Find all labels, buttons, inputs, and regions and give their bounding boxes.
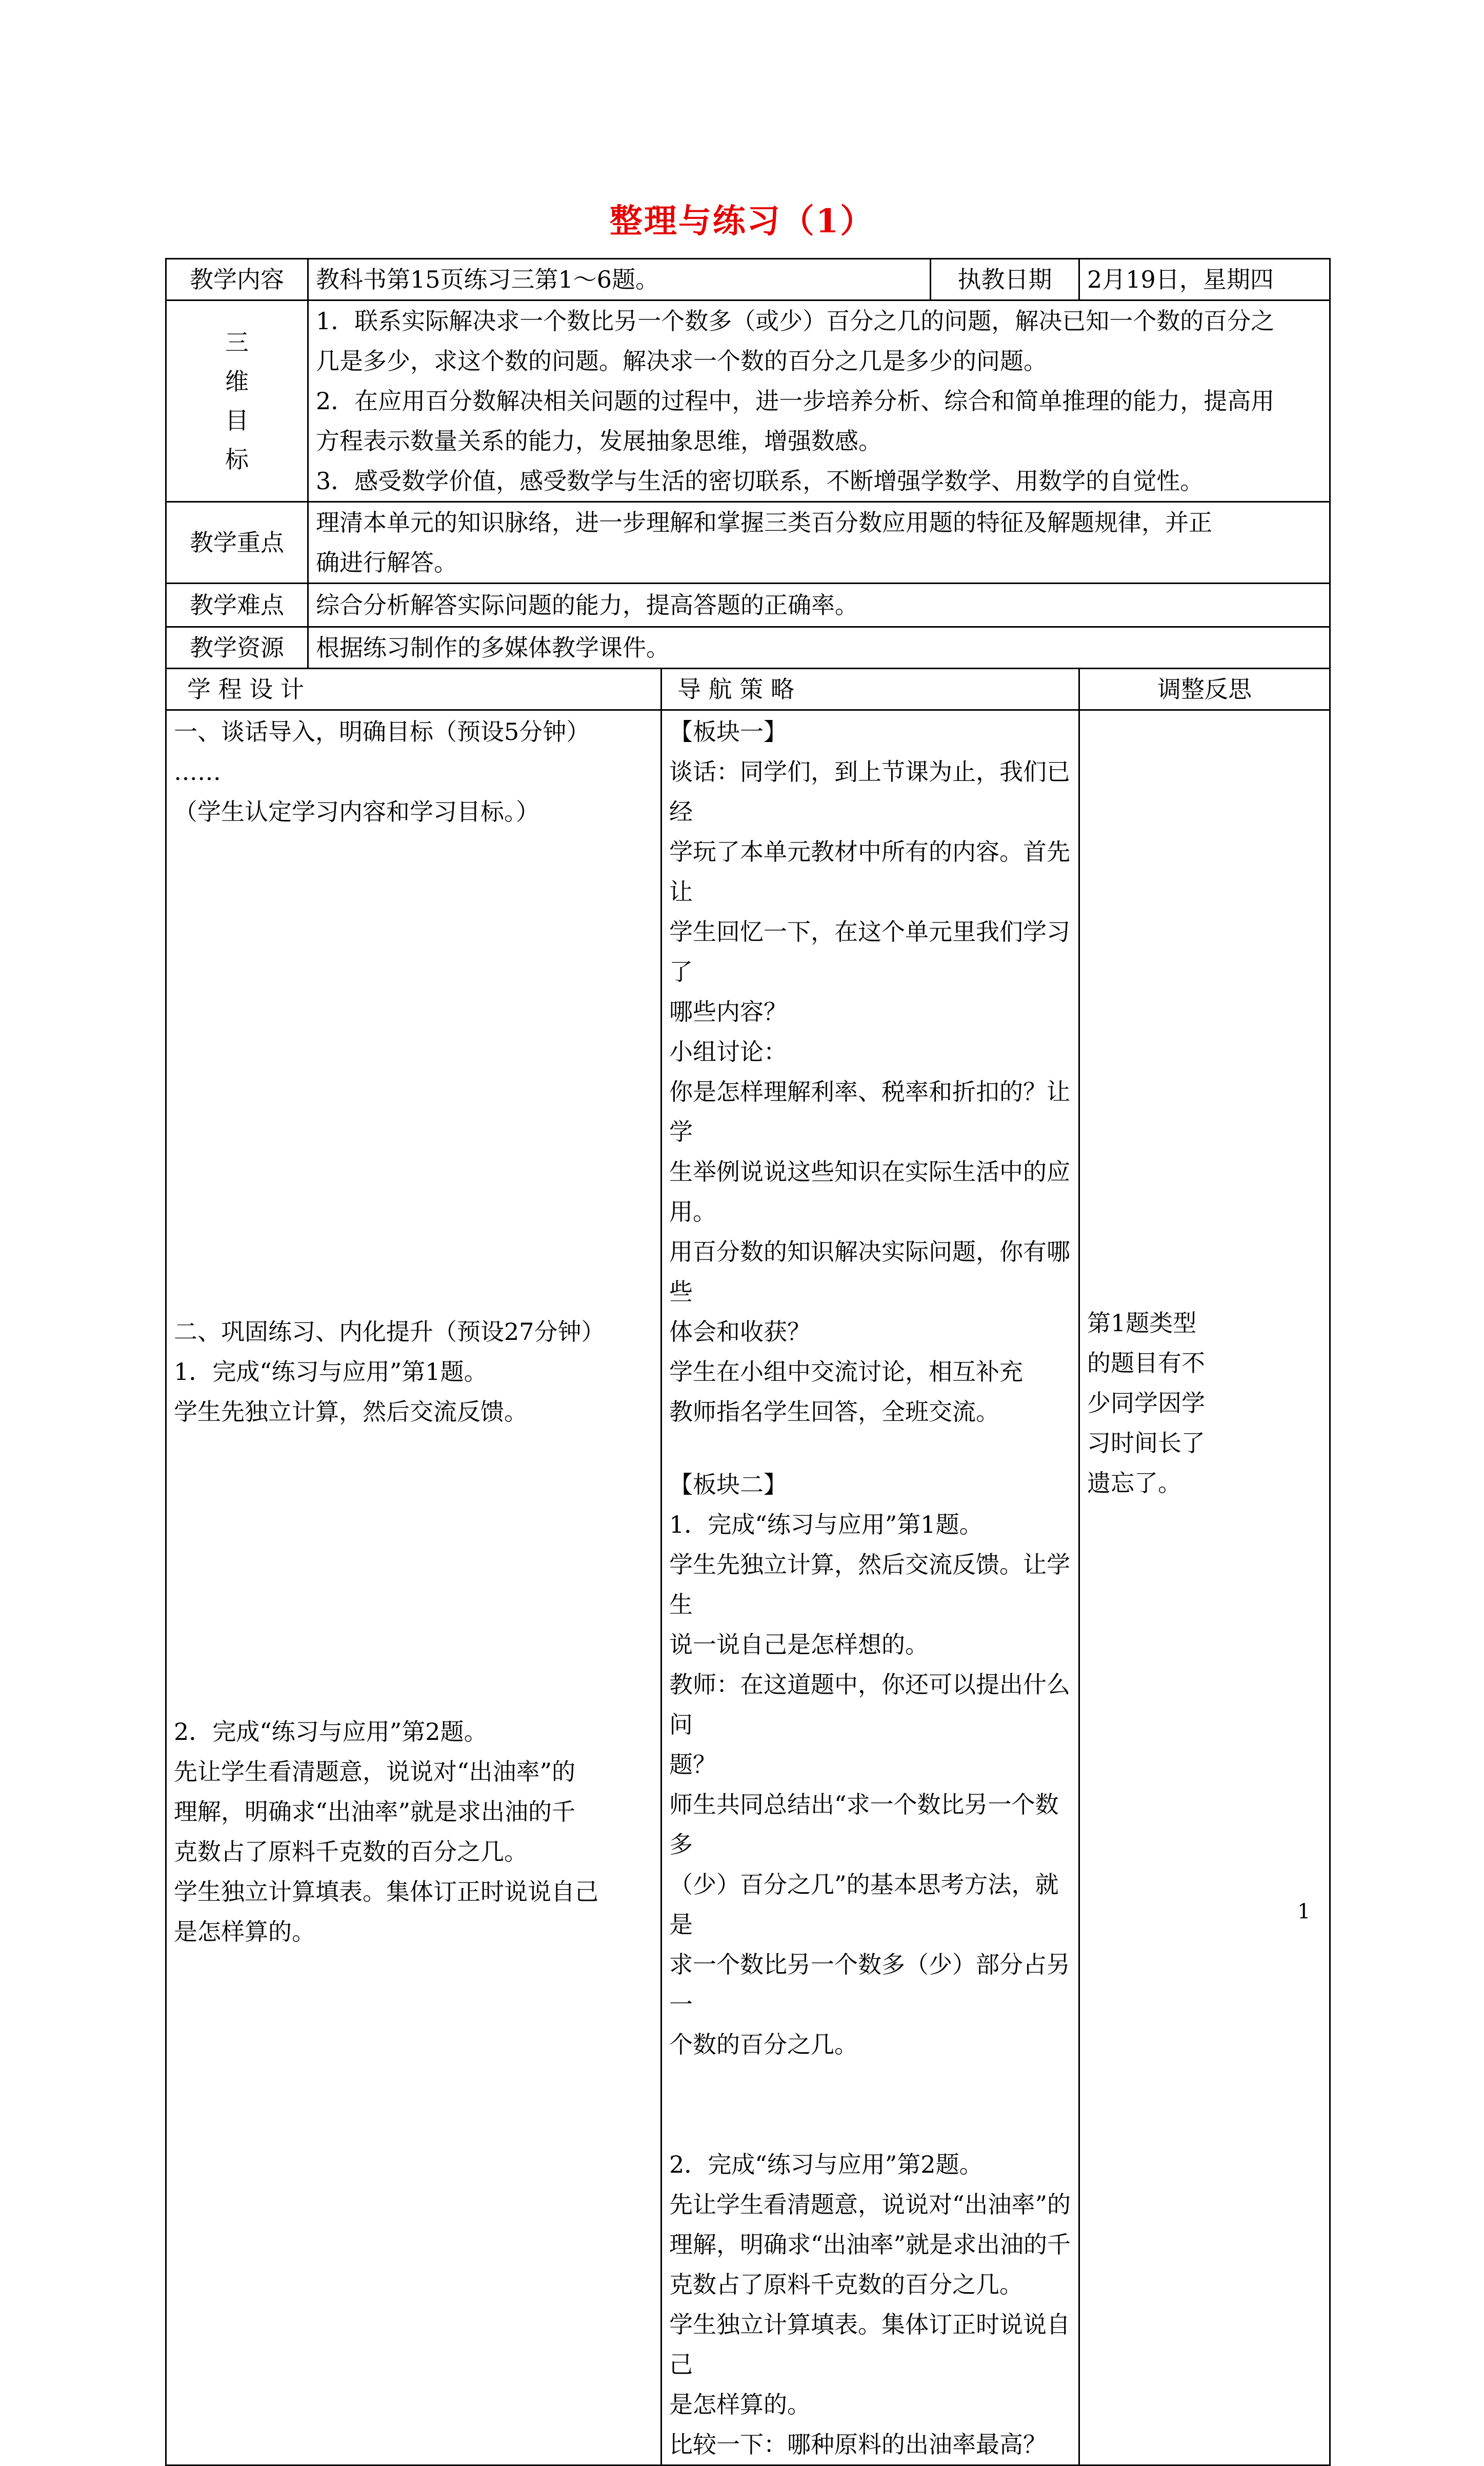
objectives-label: 三 维 目 标 (166, 300, 308, 502)
strategy-line: 学生独立计算填表。集体订正时说说自己 (669, 2311, 1070, 2378)
strategy-line: 个数的百分之几。 (669, 2031, 858, 2058)
reflection-line: 少同学因学 (1087, 1389, 1206, 1417)
strategy-cell (661, 710, 1079, 2465)
design-line: 先让学生看清题意，说说对“出油率”的 (174, 1758, 576, 1786)
design-cell (166, 710, 661, 2465)
objective-line: 几是多少，求这个数的问题。解决求一个数的百分之几是多少的问题。 (316, 347, 1047, 375)
objective-line: 2．在应用百分数解决相关问题的过程中，进一步培养分析、综合和简单推理的能力，提高用 (316, 387, 1275, 415)
strategy-line: 是怎样算的。 (669, 2391, 811, 2418)
design-line: 是怎样算的。 (174, 1918, 315, 1946)
key-points-row (166, 502, 1330, 584)
header-row (166, 259, 1330, 300)
date-value: 2月19日，星期四 (1079, 259, 1330, 300)
main-content-row (166, 710, 1330, 2465)
design-column-header: 学 程 设 计 (166, 669, 661, 710)
objective-line: 方程表示数量关系的能力，发展抽象思维，增强数感。 (316, 427, 882, 455)
objective-line: 3．感受数学价值，感受数学与生活的密切联系，不断增强学数学、用数学的自觉性。 (316, 467, 1204, 495)
reflection-column-header: 调整反思 (1079, 669, 1330, 710)
strategy-line: 理解，明确求“出油率”就是求出油的千 (669, 2231, 1071, 2258)
strategy-line: 生举例说说这些知识在实际生活中的应用。 (669, 1158, 1070, 1226)
strategy-line: 用百分数的知识解决实际问题，你有哪些 (669, 1238, 1070, 1306)
strategy-line: 教师指名学生回答，全班交流。 (669, 1398, 999, 1426)
resources-text: 根据练习制作的多媒体教学课件。 (308, 627, 1330, 669)
strategy-line: 说一说自己是怎样想的。 (669, 1631, 929, 1658)
section-header-row (166, 669, 1330, 710)
key-points-text: 理清本单元的知识脉络，进一步理解和掌握三类百分数应用题的特征及解题规律，并正 确进行解答。 (308, 502, 1330, 584)
objectives-row (166, 300, 1330, 502)
strategy-line: 【板块一】 (669, 718, 787, 746)
strategy-line: 学生回忆一下，在这个单元里我们学习了 (669, 918, 1070, 986)
design-line: 学生独立计算填表。集体订正时说说自己 (174, 1878, 598, 1906)
reflection-line: 第1题类型 (1087, 1309, 1197, 1337)
strategy-line: 谈话：同学们，到上节课为止，我们已经 (669, 758, 1070, 826)
strategy-line: 学生在小组中交流讨论，相互补充 (669, 1358, 1023, 1386)
lesson-plan-table (165, 258, 1331, 2466)
strategy-line: 比较一下：哪种原料的出油率最高？ (669, 2431, 1047, 2458)
resources-label: 教学资源 (166, 627, 308, 669)
content-value: 教科书第15页练习三第1～6题。 (308, 259, 931, 300)
difficulties-label: 教学难点 (166, 584, 308, 627)
strategy-line: 体会和收获？ (669, 1318, 811, 1346)
design-line: 一、谈话导入，明确目标（预设5分钟） (174, 718, 590, 746)
strategy-line: 先让学生看清题意，说说对“出油率”的 (669, 2191, 1071, 2218)
resources-row (166, 627, 1330, 669)
strategy-line: 师生共同总结出“求一个数比另一个数多 (669, 1791, 1059, 1858)
design-line: 二、巩固练习、内化提升（预设27分钟） (174, 1318, 605, 1346)
design-line: …… (174, 758, 221, 786)
strategy-line: 学玩了本单元教材中所有的内容。首先让 (669, 838, 1070, 906)
key-points-label: 教学重点 (166, 502, 308, 584)
reflection-cell (1079, 710, 1330, 2465)
page-title: 整理与练习（1） (609, 202, 875, 240)
strategy-line: 你是怎样理解利率、税率和折扣的？让学 (669, 1078, 1070, 1146)
strategy-line: 教师：在这道题中，你还可以提出什么问 (669, 1671, 1070, 1738)
design-line: 理解，明确求“出油率”就是求出油的千 (174, 1798, 576, 1826)
reflection-line: 遗忘了。 (1087, 1469, 1182, 1497)
strategy-line: 【板块二】 (669, 1471, 787, 1498)
objectives-text (308, 300, 1330, 502)
design-line: 1．完成“练习与应用”第1题。 (174, 1358, 488, 1386)
strategy-line: （少）百分之几”的基本思考方法，就是 (669, 1871, 1059, 1938)
date-label: 执教日期 (931, 259, 1079, 300)
strategy-column-header: 导 航 策 略 (661, 669, 1079, 710)
difficulties-row (166, 584, 1330, 627)
strategy-line: 哪些内容？ (669, 998, 787, 1026)
objective-line: 1．联系实际解决求一个数比另一个数多（或少）百分之几的问题，解决已知一个数的百分之 (316, 307, 1275, 335)
strategy-line: 学生先独立计算，然后交流反馈。让学生 (669, 1551, 1070, 1618)
strategy-line: 求一个数比另一个数多（少）部分占另一 (669, 1951, 1070, 2018)
content-label: 教学内容 (166, 259, 308, 300)
design-line: （学生认定学习内容和学习目标。） (174, 798, 539, 826)
strategy-line: 2．完成“练习与应用”第2题。 (669, 2151, 983, 2178)
strategy-line: 题？ (669, 1751, 716, 1778)
page-number: 1 (1297, 1900, 1311, 1923)
strategy-line: 1．完成“练习与应用”第1题。 (669, 1511, 983, 1538)
design-line: 2．完成“练习与应用”第2题。 (174, 1718, 488, 1746)
difficulties-text: 综合分析解答实际问题的能力，提高答题的正确率。 (308, 584, 1330, 627)
design-line: 学生先独立计算，然后交流反馈。 (174, 1398, 528, 1426)
strategy-line: 克数占了原料千克数的百分之几。 (669, 2271, 1023, 2298)
strategy-line: 小组讨论： (669, 1038, 787, 1066)
reflection-line: 习时间长了 (1087, 1429, 1206, 1457)
design-line: 克数占了原料千克数的百分之几。 (174, 1838, 528, 1866)
reflection-line: 的题目有不 (1087, 1349, 1206, 1377)
